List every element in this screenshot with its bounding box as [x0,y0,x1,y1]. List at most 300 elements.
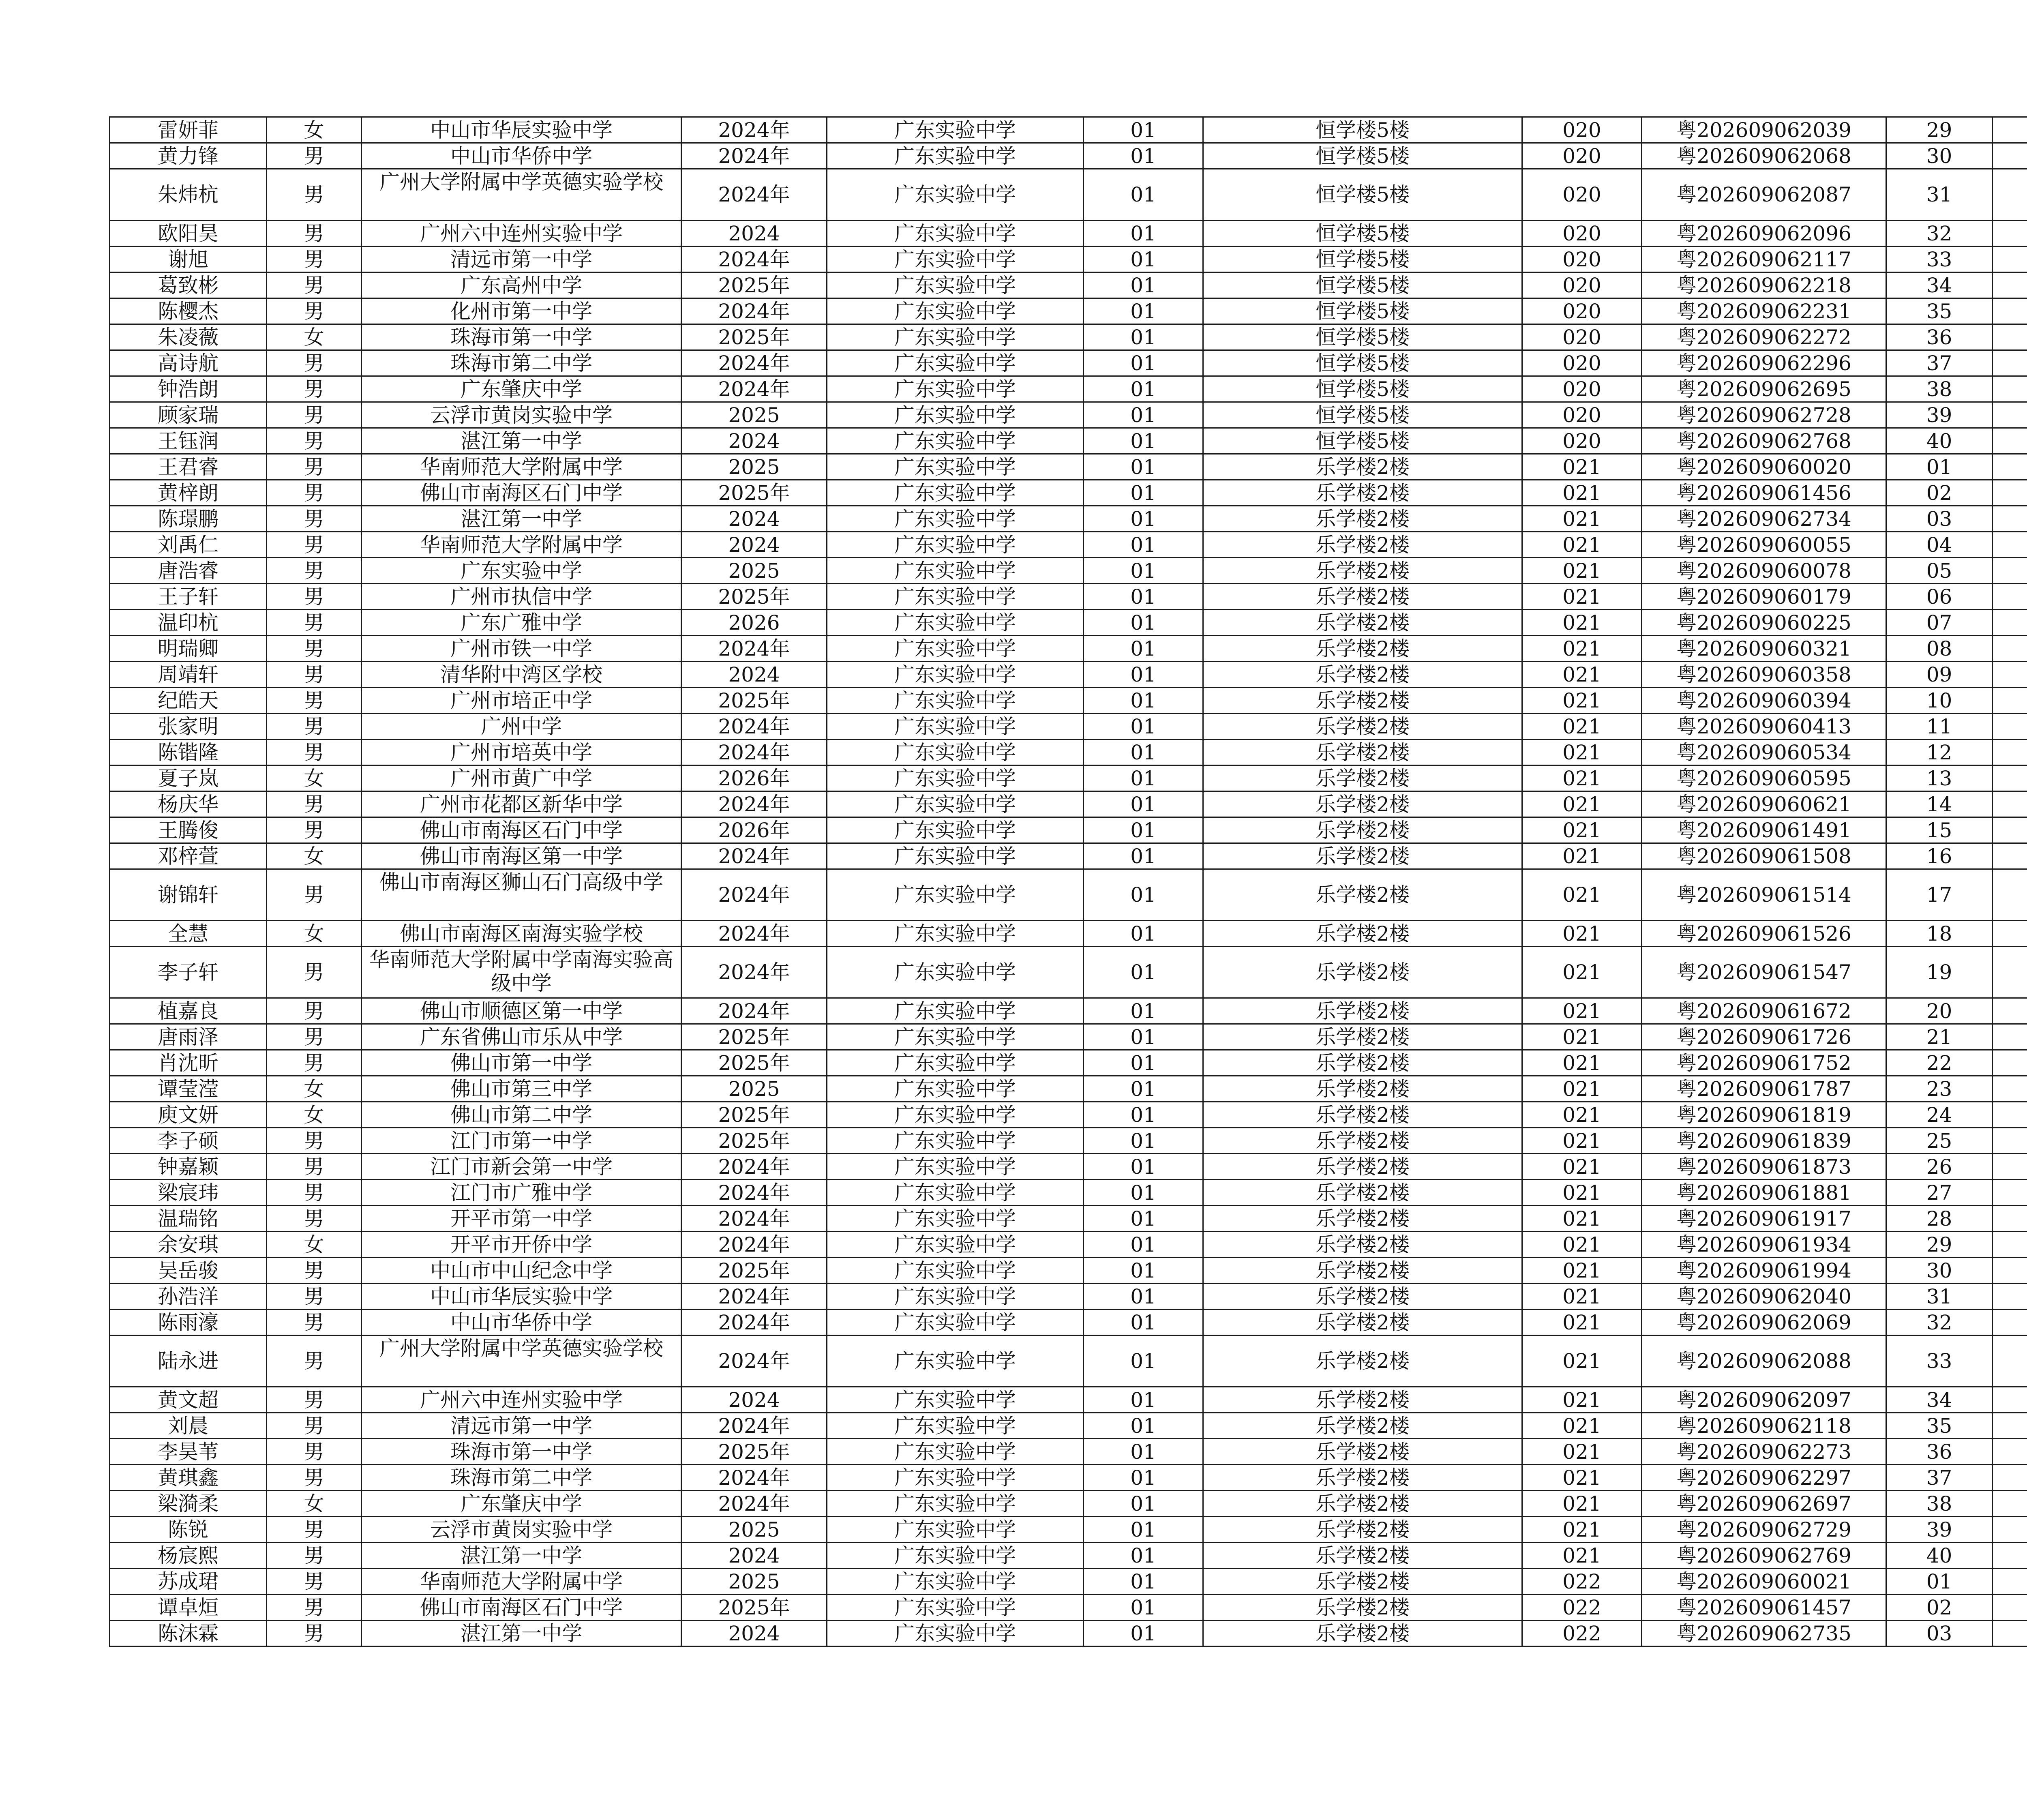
admission-number-cell [1993,610,2027,636]
registration-number-cell: 粤202609062040 [1642,1284,1886,1310]
table-row [110,1050,2027,1076]
room-cell: 020 [1522,376,1642,402]
name-cell: 明瑞卿 [110,636,267,662]
site-code-cell: 01 [1084,1413,1203,1439]
table-row [110,1491,2027,1517]
name-cell: 钟浩朗 [110,376,267,402]
seat-number-cell: 03 [1886,1621,1993,1646]
site-code-cell: 01 [1084,1180,1203,1206]
name-cell: 唐浩睿 [110,558,267,584]
admission-number-cell [1993,454,2027,480]
table-row [110,247,2027,272]
registration-number-cell: 粤202609060020 [1642,454,1886,480]
admission-number-cell [1993,1102,2027,1128]
name-cell: 纪皓天 [110,688,267,714]
school-cell: 清远市第一中学 [362,247,681,272]
registration-number-cell: 粤202609062695 [1642,376,1886,402]
admission-number-cell [1993,1050,2027,1076]
name-cell: 黄文超 [110,1387,267,1413]
seat-number-cell: 26 [1886,1154,1993,1180]
gender-cell: 男 [267,1439,362,1465]
grade-cell: 2025 [681,1517,827,1543]
school-cell: 华南师范大学附属中学 [362,454,681,480]
school-cell: 广州市花都区新华中学 [362,791,681,817]
admission-number-cell [1993,1310,2027,1336]
grade-cell: 2024年 [681,1180,827,1206]
grade-cell: 2024年 [681,298,827,324]
site-code-cell: 01 [1084,428,1203,454]
admission-number-cell [1993,921,2027,947]
table-row [110,532,2027,558]
registration-number-cell: 粤202609062118 [1642,1413,1886,1439]
exam-site-cell: 广东实验中学 [827,1024,1084,1050]
name-cell: 顾家瑞 [110,402,267,428]
school-cell: 湛江第一中学 [362,1543,681,1569]
building-cell: 恒学楼5楼 [1203,117,1522,143]
registration-number-cell: 粤202609062768 [1642,428,1886,454]
exam-site-cell: 广东实验中学 [827,584,1084,610]
table-row [110,143,2027,169]
gender-cell: 男 [267,1413,362,1439]
exam-site-cell: 广东实验中学 [827,791,1084,817]
seat-number-cell: 39 [1886,402,1993,428]
admission-number-cell [1993,1543,2027,1569]
seat-number-cell: 38 [1886,376,1993,402]
name-cell: 陈沫霖 [110,1621,267,1646]
grade-cell: 2024年 [681,1154,827,1180]
site-code-cell: 01 [1084,1595,1203,1621]
name-cell: 陈璟鹏 [110,506,267,532]
exam-site-cell: 广东实验中学 [827,1491,1084,1517]
room-cell: 021 [1522,1284,1642,1310]
seat-number-cell: 22 [1886,1050,1993,1076]
gender-cell: 男 [267,1517,362,1543]
seat-number-cell: 34 [1886,1387,1993,1413]
gender-cell: 男 [267,376,362,402]
registration-number-cell: 粤202609061457 [1642,1595,1886,1621]
grade-cell: 2025 [681,1569,827,1595]
name-cell: 肖沈昕 [110,1050,267,1076]
seat-number-cell: 05 [1886,558,1993,584]
room-cell: 021 [1522,506,1642,532]
name-cell: 黄梓朗 [110,480,267,506]
building-cell: 乐学楼2楼 [1203,740,1522,765]
table-row [110,1517,2027,1543]
exam-site-cell: 广东实验中学 [827,1465,1084,1491]
room-cell: 020 [1522,143,1642,169]
room-cell: 021 [1522,1258,1642,1284]
grade-cell: 2025年 [681,324,827,350]
candidate-table [109,116,2027,1647]
seat-number-cell: 40 [1886,428,1993,454]
name-cell: 周靖轩 [110,662,267,688]
seat-number-cell: 18 [1886,921,1993,947]
registration-number-cell: 粤202609062272 [1642,324,1886,350]
seat-number-cell: 02 [1886,480,1993,506]
building-cell: 恒学楼5楼 [1203,169,1522,221]
admission-number-cell [1993,272,2027,298]
table-row [110,1310,2027,1336]
building-cell: 乐学楼2楼 [1203,869,1522,921]
name-cell: 刘晨 [110,1413,267,1439]
gender-cell: 男 [267,247,362,272]
registration-number-cell: 粤202609062069 [1642,1310,1886,1336]
registration-number-cell: 粤202609061726 [1642,1024,1886,1050]
grade-cell: 2024年 [681,1206,827,1232]
school-cell: 华南师范大学附属中学 [362,532,681,558]
site-code-cell: 01 [1084,1258,1203,1284]
table-row [110,428,2027,454]
site-code-cell: 01 [1084,1387,1203,1413]
building-cell: 乐学楼2楼 [1203,843,1522,869]
room-cell: 021 [1522,1413,1642,1439]
seat-number-cell: 01 [1886,1569,1993,1595]
grade-cell: 2025年 [681,1024,827,1050]
name-cell: 葛致彬 [110,272,267,298]
gender-cell: 男 [267,998,362,1024]
name-cell: 朱凌薇 [110,324,267,350]
room-cell: 021 [1522,714,1642,740]
gender-cell: 男 [267,662,362,688]
name-cell: 全慧 [110,921,267,947]
table-row [110,1284,2027,1310]
grade-cell: 2024年 [681,1491,827,1517]
gender-cell: 男 [267,688,362,714]
building-cell: 乐学楼2楼 [1203,1232,1522,1258]
grade-cell: 2024 [681,1387,827,1413]
table-row [110,1413,2027,1439]
name-cell: 谭卓烜 [110,1595,267,1621]
admission-number-cell [1993,1180,2027,1206]
seat-number-cell: 20 [1886,998,1993,1024]
school-name-text: 佛山市南海区狮山石门高级中学 [379,870,663,894]
seat-number-cell: 37 [1886,1465,1993,1491]
site-code-cell: 01 [1084,740,1203,765]
admission-number-cell [1993,1154,2027,1180]
gender-cell: 男 [267,1465,362,1491]
table-row [110,1206,2027,1232]
gender-cell: 男 [267,1569,362,1595]
gender-cell: 男 [267,714,362,740]
grade-cell: 2024 [681,506,827,532]
name-cell: 唐雨泽 [110,1024,267,1050]
grade-cell: 2025年 [681,1050,827,1076]
grade-cell: 2024年 [681,921,827,947]
building-cell: 乐学楼2楼 [1203,714,1522,740]
seat-number-cell: 36 [1886,324,1993,350]
seat-number-cell: 10 [1886,688,1993,714]
seat-number-cell: 30 [1886,1258,1993,1284]
building-cell: 乐学楼2楼 [1203,1258,1522,1284]
registration-number-cell: 粤202609061547 [1642,947,1886,998]
school-cell: 佛山市南海区石门中学 [362,817,681,843]
building-cell: 乐学楼2楼 [1203,1076,1522,1102]
room-cell: 021 [1522,1517,1642,1543]
seat-number-cell: 02 [1886,1595,1993,1621]
table-row [110,1569,2027,1595]
grade-cell: 2025年 [681,688,827,714]
gender-cell: 男 [267,1050,362,1076]
school-cell: 广东肇庆中学 [362,1491,681,1517]
site-code-cell: 01 [1084,532,1203,558]
registration-number-cell: 粤202609061873 [1642,1154,1886,1180]
seat-number-cell: 04 [1886,532,1993,558]
seat-number-cell: 24 [1886,1102,1993,1128]
exam-site-cell: 广东实验中学 [827,1050,1084,1076]
gender-cell: 男 [267,532,362,558]
seat-number-cell: 38 [1886,1491,1993,1517]
seat-number-cell: 32 [1886,1310,1993,1336]
grade-cell: 2024年 [681,143,827,169]
building-cell: 恒学楼5楼 [1203,247,1522,272]
registration-number-cell: 粤202609062697 [1642,1491,1886,1517]
seat-number-cell: 15 [1886,817,1993,843]
site-code-cell: 01 [1084,1439,1203,1465]
name-cell: 张家明 [110,714,267,740]
admission-number-cell [1993,1128,2027,1154]
name-cell: 朱炜杭 [110,169,267,221]
name-cell: 孙浩洋 [110,1284,267,1310]
room-cell: 021 [1522,740,1642,765]
exam-site-cell: 广东实验中学 [827,1439,1084,1465]
admission-number-cell [1993,402,2027,428]
name-cell: 黄琪鑫 [110,1465,267,1491]
seat-number-cell: 30 [1886,143,1993,169]
grade-cell: 2024 [681,532,827,558]
site-code-cell: 01 [1084,350,1203,376]
school-cell: 广州市铁一中学 [362,636,681,662]
grade-cell: 2025年 [681,1102,827,1128]
school-cell: 清华附中湾区学校 [362,662,681,688]
building-cell: 乐学楼2楼 [1203,584,1522,610]
site-code-cell: 01 [1084,480,1203,506]
school-cell: 中山市华侨中学 [362,143,681,169]
seat-number-cell: 21 [1886,1024,1993,1050]
gender-cell: 女 [267,324,362,350]
name-cell: 陆永进 [110,1336,267,1387]
building-cell: 乐学楼2楼 [1203,454,1522,480]
table-row [110,662,2027,688]
table-row [110,1595,2027,1621]
site-code-cell: 01 [1084,791,1203,817]
site-code-cell: 01 [1084,143,1203,169]
registration-number-cell: 粤202609062769 [1642,1543,1886,1569]
seat-number-cell: 35 [1886,1413,1993,1439]
school-cell: 化州市第一中学 [362,298,681,324]
registration-number-cell: 粤202609060179 [1642,584,1886,610]
table-row [110,221,2027,247]
site-code-cell: 01 [1084,688,1203,714]
gender-cell: 男 [267,817,362,843]
name-cell: 李子硕 [110,1128,267,1154]
table-row [110,584,2027,610]
grade-cell: 2024年 [681,376,827,402]
table-row [110,636,2027,662]
table-row [110,480,2027,506]
room-cell: 020 [1522,324,1642,350]
seat-number-cell: 23 [1886,1076,1993,1102]
school-cell: 佛山市顺德区第一中学 [362,998,681,1024]
site-code-cell: 01 [1084,869,1203,921]
registration-number-cell: 粤202609060021 [1642,1569,1886,1595]
seat-number-cell: 03 [1886,506,1993,532]
seat-number-cell: 37 [1886,350,1993,376]
admission-number-cell [1993,143,2027,169]
building-cell: 乐学楼2楼 [1203,1387,1522,1413]
room-cell: 021 [1522,1310,1642,1336]
room-cell: 021 [1522,610,1642,636]
seat-number-cell: 34 [1886,272,1993,298]
registration-number-cell: 粤202609062734 [1642,506,1886,532]
exam-site-cell: 广东实验中学 [827,1387,1084,1413]
site-code-cell: 01 [1084,1491,1203,1517]
building-cell: 乐学楼2楼 [1203,1206,1522,1232]
name-cell: 王钰润 [110,428,267,454]
room-cell: 021 [1522,921,1642,947]
name-cell: 吴岳骏 [110,1258,267,1284]
exam-site-cell: 广东实验中学 [827,636,1084,662]
registration-number-cell: 粤202609060358 [1642,662,1886,688]
building-cell: 乐学楼2楼 [1203,1413,1522,1439]
exam-site-cell: 广东实验中学 [827,221,1084,247]
building-cell: 乐学楼2楼 [1203,558,1522,584]
seat-number-cell: 07 [1886,610,1993,636]
gender-cell: 男 [267,1310,362,1336]
room-cell: 021 [1522,817,1642,843]
exam-site-cell: 广东实验中学 [827,1621,1084,1646]
grade-cell: 2024年 [681,843,827,869]
gender-cell: 男 [267,506,362,532]
site-code-cell: 01 [1084,558,1203,584]
gender-cell: 男 [267,636,362,662]
gender-cell: 男 [267,1595,362,1621]
gender-cell: 男 [267,1128,362,1154]
exam-site-cell: 广东实验中学 [827,324,1084,350]
site-code-cell: 01 [1084,662,1203,688]
room-cell: 021 [1522,532,1642,558]
name-cell: 王子轩 [110,584,267,610]
site-code-cell: 01 [1084,402,1203,428]
school-cell: 佛山市南海区第一中学 [362,843,681,869]
room-cell: 021 [1522,1232,1642,1258]
admission-number-cell [1993,532,2027,558]
exam-site-cell: 广东实验中学 [827,610,1084,636]
school-cell: 江门市广雅中学 [362,1180,681,1206]
grade-cell: 2025年 [681,1595,827,1621]
gender-cell: 女 [267,1232,362,1258]
name-cell: 杨宸熙 [110,1543,267,1569]
table-row [110,454,2027,480]
school-cell: 中山市华辰实验中学 [362,1284,681,1310]
seat-number-cell: 33 [1886,247,1993,272]
table-row [110,1232,2027,1258]
building-cell: 乐学楼2楼 [1203,1154,1522,1180]
grade-cell: 2024年 [681,1413,827,1439]
exam-site-cell: 广东实验中学 [827,1284,1084,1310]
name-cell: 陈锐 [110,1517,267,1543]
name-cell: 欧阳昊 [110,221,267,247]
gender-cell: 男 [267,1621,362,1646]
room-cell: 020 [1522,169,1642,221]
table-row [110,1076,2027,1102]
gender-cell: 男 [267,143,362,169]
name-cell: 夏子岚 [110,765,267,791]
site-code-cell: 01 [1084,1128,1203,1154]
table-row [110,817,2027,843]
gender-cell: 男 [267,454,362,480]
exam-site-cell: 广东实验中学 [827,428,1084,454]
room-cell: 022 [1522,1569,1642,1595]
room-cell: 021 [1522,454,1642,480]
school-cell: 湛江第一中学 [362,428,681,454]
room-cell: 021 [1522,843,1642,869]
site-code-cell: 01 [1084,998,1203,1024]
exam-site-cell: 广东实验中学 [827,376,1084,402]
site-code-cell: 01 [1084,765,1203,791]
gender-cell: 女 [267,1076,362,1102]
name-cell: 苏成珺 [110,1569,267,1595]
registration-number-cell: 粤202609061491 [1642,817,1886,843]
room-cell: 021 [1522,1024,1642,1050]
exam-site-cell: 广东实验中学 [827,117,1084,143]
table-row [110,1024,2027,1050]
name-cell: 刘禹仁 [110,532,267,558]
school-cell: 佛山市第二中学 [362,1102,681,1128]
site-code-cell: 01 [1084,324,1203,350]
name-cell: 温印杭 [110,610,267,636]
registration-number-cell: 粤202609061526 [1642,921,1886,947]
room-cell: 020 [1522,117,1642,143]
seat-number-cell: 28 [1886,1206,1993,1232]
admission-number-cell [1993,1595,2027,1621]
building-cell: 乐学楼2楼 [1203,1621,1522,1646]
room-cell: 021 [1522,1102,1642,1128]
grade-cell: 2024 [681,428,827,454]
school-cell: 广州市执信中学 [362,584,681,610]
room-cell: 021 [1522,1050,1642,1076]
exam-site-cell: 广东实验中学 [827,402,1084,428]
grade-cell: 2024年 [681,1284,827,1310]
building-cell: 乐学楼2楼 [1203,1024,1522,1050]
seat-number-cell: 36 [1886,1439,1993,1465]
site-code-cell: 01 [1084,247,1203,272]
name-cell: 钟嘉颖 [110,1154,267,1180]
gender-cell: 男 [267,558,362,584]
building-cell: 恒学楼5楼 [1203,350,1522,376]
gender-cell: 男 [267,791,362,817]
grade-cell: 2024 [681,1621,827,1646]
exam-site-cell: 广东实验中学 [827,298,1084,324]
building-cell: 乐学楼2楼 [1203,947,1522,998]
seat-number-cell: 32 [1886,221,1993,247]
building-cell: 乐学楼2楼 [1203,636,1522,662]
table-row [110,272,2027,298]
site-code-cell: 01 [1084,1024,1203,1050]
grade-cell: 2025 [681,558,827,584]
admission-number-cell [1993,636,2027,662]
name-cell: 梁漪柔 [110,1491,267,1517]
building-cell: 恒学楼5楼 [1203,298,1522,324]
admission-number-cell [1993,1413,2027,1439]
grade-cell: 2025年 [681,584,827,610]
room-cell: 021 [1522,584,1642,610]
building-cell: 乐学楼2楼 [1203,1102,1522,1128]
gender-cell: 男 [267,740,362,765]
admission-number-cell [1993,791,2027,817]
school-cell [362,1336,681,1387]
registration-number-cell: 粤202609062296 [1642,350,1886,376]
room-cell: 021 [1522,1076,1642,1102]
